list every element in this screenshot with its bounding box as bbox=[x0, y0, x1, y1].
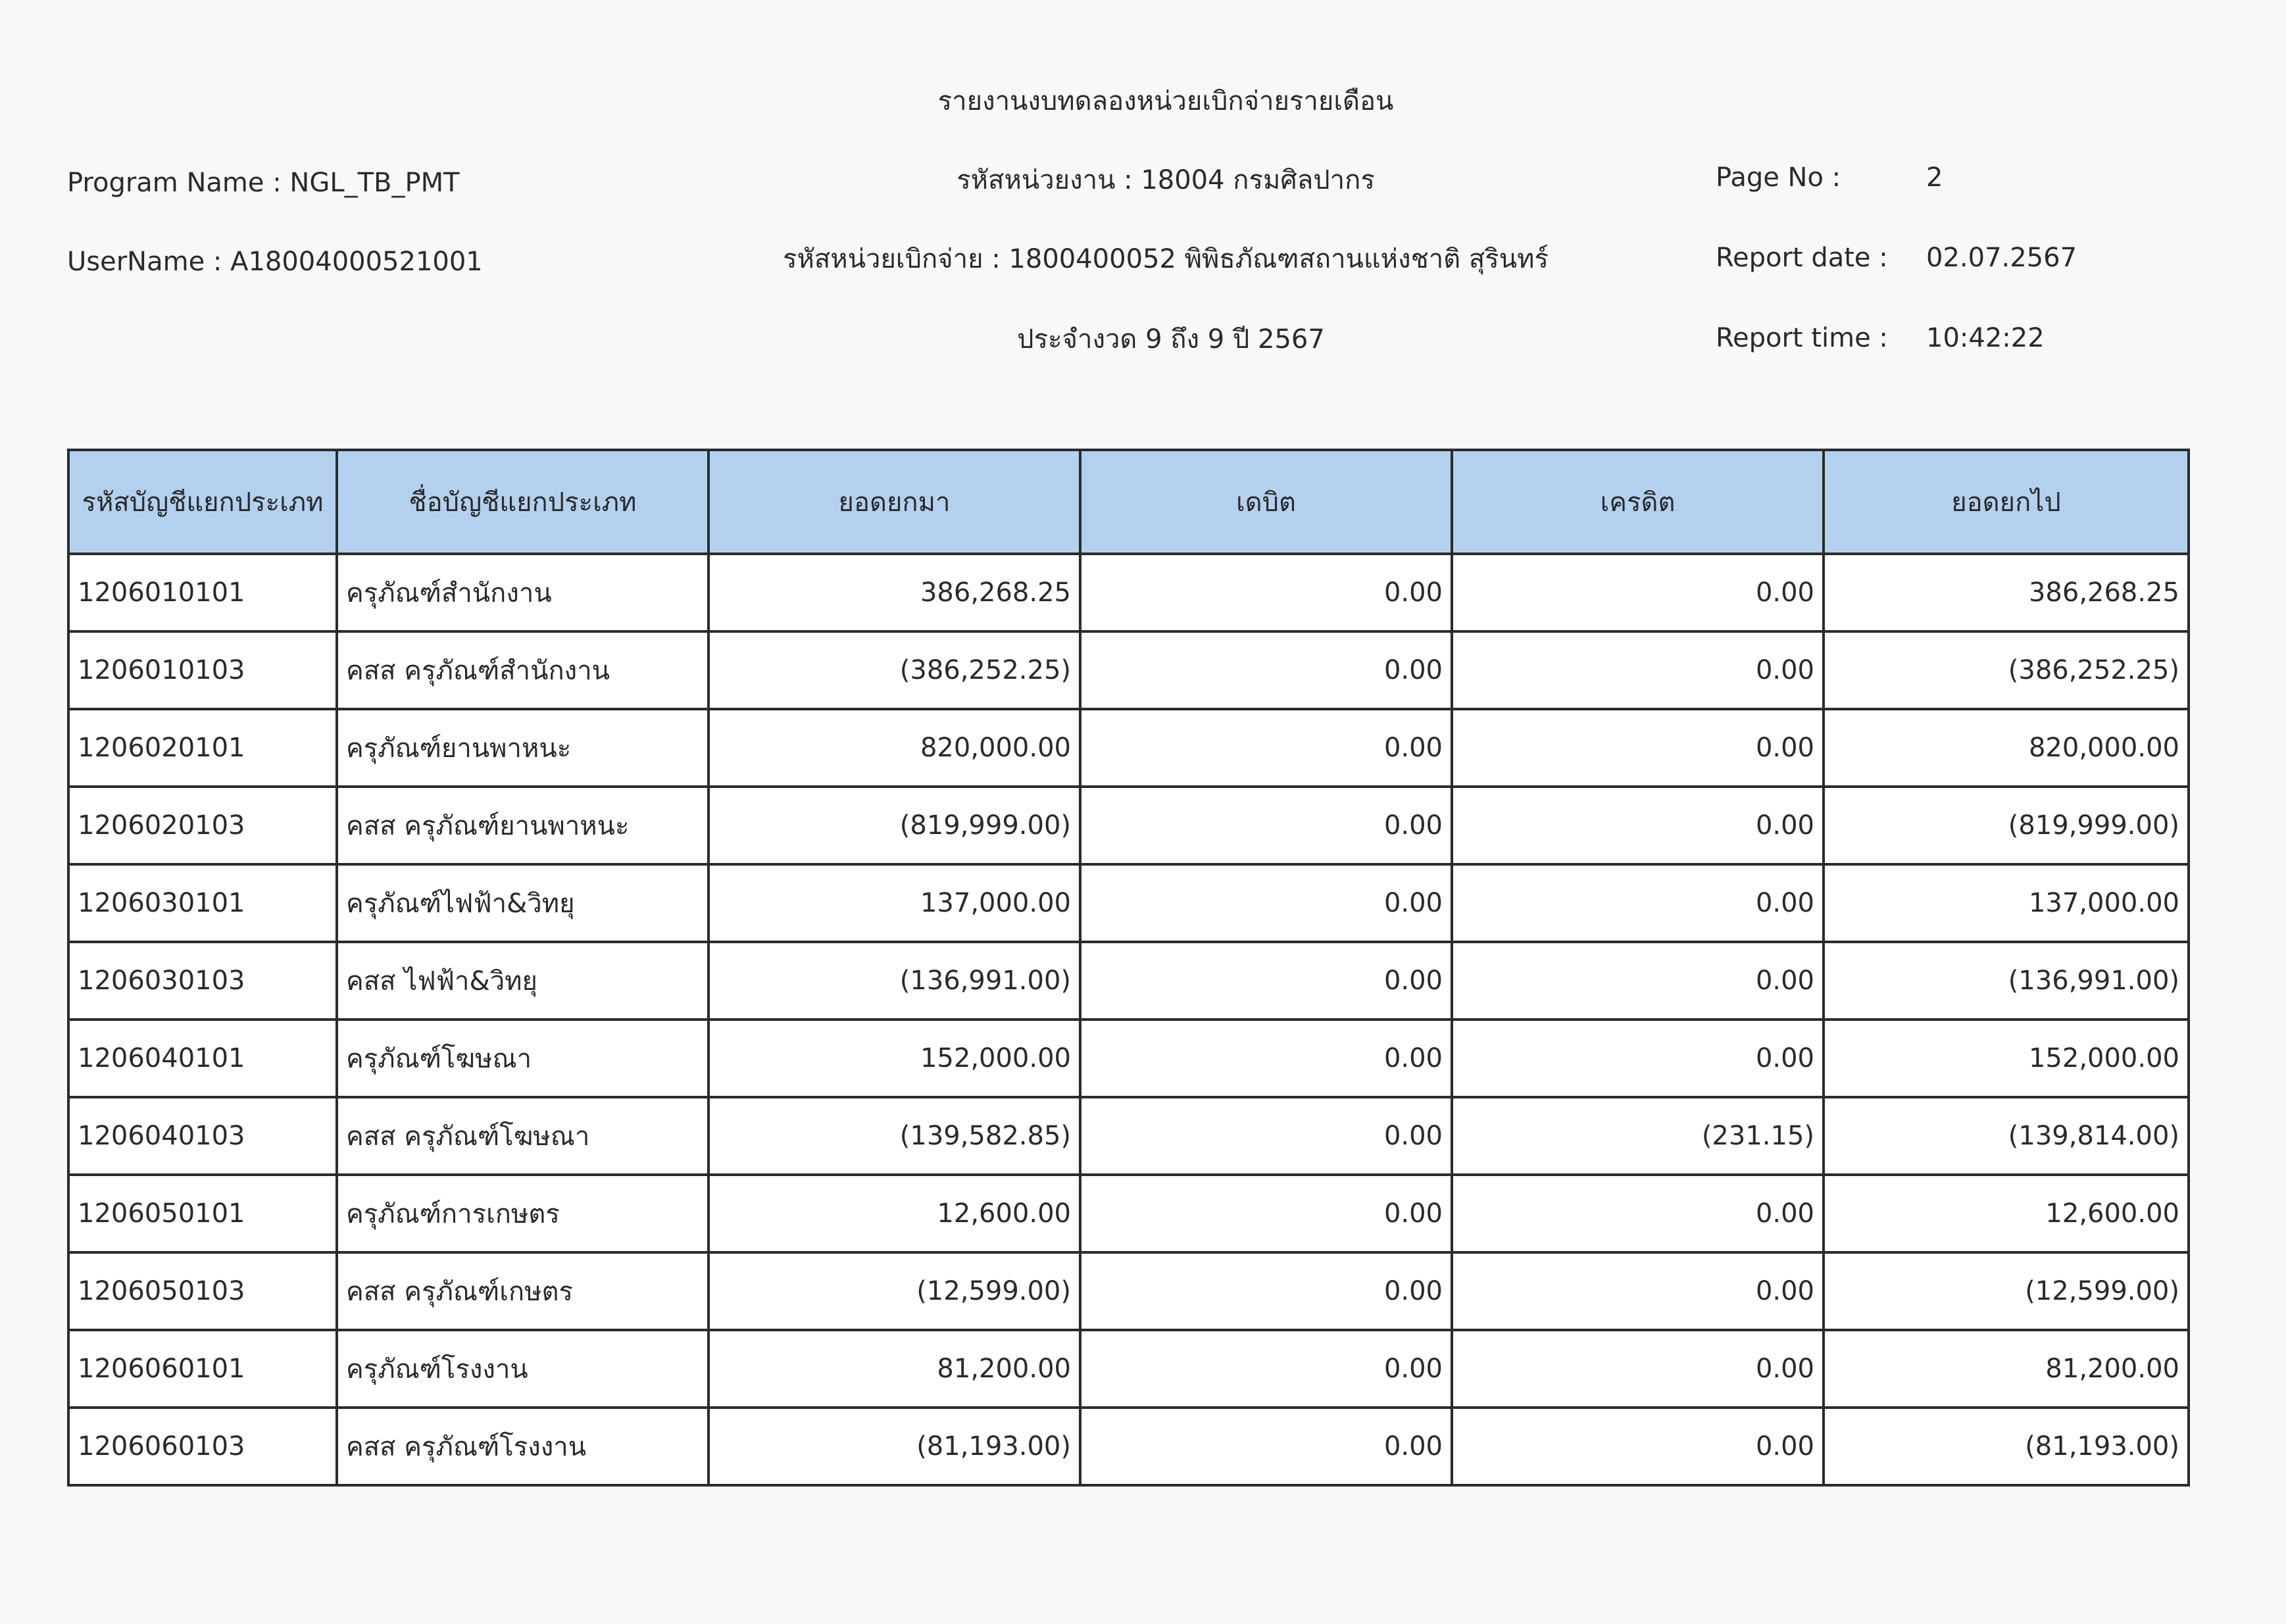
account-name-cell: ครุภัณฑ์ไฟฟ้า&วิทยุ bbox=[337, 864, 708, 942]
credit-cell: 0.00 bbox=[1452, 709, 1824, 787]
trial-balance-table bbox=[67, 449, 2190, 1487]
debit-cell: 0.00 bbox=[1080, 709, 1452, 787]
credit-cell: 0.00 bbox=[1452, 787, 1824, 864]
username: UserName : A18004000521001 bbox=[67, 247, 483, 277]
brought-forward-cell: (386,252.25) bbox=[708, 631, 1080, 709]
table-row bbox=[68, 942, 2189, 1020]
page-no-value: 2 bbox=[1926, 162, 1943, 193]
account-name-cell: คสส ไฟฟ้า&วิทยุ bbox=[337, 942, 708, 1020]
account-name-cell: คสส ครุภัณฑ์โรงงาน bbox=[337, 1408, 708, 1485]
account-name-cell: คสส ครุภัณฑ์เกษตร bbox=[337, 1252, 708, 1330]
table-row bbox=[68, 709, 2189, 787]
account-name-cell: ครุภัณฑ์โฆษณา bbox=[337, 1020, 708, 1097]
debit-cell: 0.00 bbox=[1080, 554, 1452, 631]
table-row bbox=[68, 1408, 2189, 1485]
carried-forward-cell: (386,252.25) bbox=[1824, 631, 2189, 709]
debit-cell: 0.00 bbox=[1080, 942, 1452, 1020]
account-code-cell: 1206040103 bbox=[68, 1097, 337, 1175]
account-name-cell: ครุภัณฑ์โรงงาน bbox=[337, 1330, 708, 1408]
account-code-cell: 1206050101 bbox=[68, 1175, 337, 1252]
account-code-cell: 1206020101 bbox=[68, 709, 337, 787]
brought-forward-cell: 137,000.00 bbox=[708, 864, 1080, 942]
col-header-brought-forward: ยอดยกมา bbox=[708, 450, 1080, 554]
carried-forward-cell: 820,000.00 bbox=[1824, 709, 2189, 787]
carried-forward-cell: (136,991.00) bbox=[1824, 942, 2189, 1020]
debit-cell: 0.00 bbox=[1080, 1408, 1452, 1485]
debit-cell: 0.00 bbox=[1080, 1020, 1452, 1097]
carried-forward-cell: (139,814.00) bbox=[1824, 1097, 2189, 1175]
account-name-cell: ครุภัณฑ์การเกษตร bbox=[337, 1175, 708, 1252]
col-header-debit: เดบิต bbox=[1080, 450, 1452, 554]
credit-cell: 0.00 bbox=[1452, 1408, 1824, 1485]
debit-cell: 0.00 bbox=[1080, 1175, 1452, 1252]
brought-forward-cell: 81,200.00 bbox=[708, 1330, 1080, 1408]
debit-cell: 0.00 bbox=[1080, 1252, 1452, 1330]
carried-forward-cell: 81,200.00 bbox=[1824, 1330, 2189, 1408]
carried-forward-cell: 12,600.00 bbox=[1824, 1175, 2189, 1252]
debit-cell: 0.00 bbox=[1080, 1097, 1452, 1175]
credit-cell: 0.00 bbox=[1452, 1175, 1824, 1252]
account-name-cell: คสส ครุภัณฑ์ยานพาหนะ bbox=[337, 787, 708, 864]
brought-forward-cell: (136,991.00) bbox=[708, 942, 1080, 1020]
brought-forward-cell: 12,600.00 bbox=[708, 1175, 1080, 1252]
table-row bbox=[68, 554, 2189, 631]
credit-cell: 0.00 bbox=[1452, 1020, 1824, 1097]
table-row bbox=[68, 1330, 2189, 1408]
brought-forward-cell: (819,999.00) bbox=[708, 787, 1080, 864]
col-header-carried-forward: ยอดยกไป bbox=[1824, 450, 2189, 554]
table-row bbox=[68, 631, 2189, 709]
carried-forward-cell: (81,193.00) bbox=[1824, 1408, 2189, 1485]
account-code-cell: 1206020103 bbox=[68, 787, 337, 864]
table-row bbox=[68, 1175, 2189, 1252]
carried-forward-cell: 152,000.00 bbox=[1824, 1020, 2189, 1097]
program-name: Program Name : NGL_TB_PMT bbox=[67, 168, 460, 198]
account-name-cell: ครุภัณฑ์ยานพาหนะ bbox=[337, 709, 708, 787]
report-date-label: Report date : bbox=[1716, 243, 1888, 273]
account-name-cell: คสส ครุภัณฑ์สำนักงาน bbox=[337, 631, 708, 709]
table-row bbox=[68, 787, 2189, 864]
credit-cell: 0.00 bbox=[1452, 554, 1824, 631]
table-row bbox=[68, 1097, 2189, 1175]
brought-forward-cell: 820,000.00 bbox=[708, 709, 1080, 787]
debit-cell: 0.00 bbox=[1080, 787, 1452, 864]
brought-forward-cell: (139,582.85) bbox=[708, 1097, 1080, 1175]
carried-forward-cell: (12,599.00) bbox=[1824, 1252, 2189, 1330]
account-code-cell: 1206060101 bbox=[68, 1330, 337, 1408]
col-header-account-name: ชื่อบัญชีแยกประเภท bbox=[337, 450, 708, 554]
report-title: รายงานงบทดลองหน่วยเบิกจ่ายรายเดือน bbox=[937, 86, 1394, 116]
account-code-cell: 1206030101 bbox=[68, 864, 337, 942]
table-row bbox=[68, 864, 2189, 942]
carried-forward-cell: (819,999.00) bbox=[1824, 787, 2189, 864]
agency-line: รหัสหน่วยงาน : 18004 กรมศิลปากร bbox=[957, 165, 1375, 195]
account-name-cell: คสส ครุภัณฑ์โฆษณา bbox=[337, 1097, 708, 1175]
report-time-label: Report time : bbox=[1716, 323, 1888, 353]
account-code-cell: 1206010101 bbox=[68, 554, 337, 631]
page-no-label: Page No : bbox=[1716, 162, 1841, 193]
disbursing-unit-line: รหัสหน่วยเบิกจ่าย : 1800400052 พิพิธภัณฑสถานแห่งชาติ สุรินทร์ bbox=[783, 244, 1549, 274]
credit-cell: 0.00 bbox=[1452, 1330, 1824, 1408]
col-header-account-code: รหัสบัญชีแยกประเภท bbox=[68, 450, 337, 554]
brought-forward-cell: 386,268.25 bbox=[708, 554, 1080, 631]
credit-cell: 0.00 bbox=[1452, 942, 1824, 1020]
table-header-row bbox=[68, 450, 2189, 554]
account-name-cell: ครุภัณฑ์สำนักงาน bbox=[337, 554, 708, 631]
carried-forward-cell: 137,000.00 bbox=[1824, 864, 2189, 942]
brought-forward-cell: (12,599.00) bbox=[708, 1252, 1080, 1330]
brought-forward-cell: 152,000.00 bbox=[708, 1020, 1080, 1097]
carried-forward-cell: 386,268.25 bbox=[1824, 554, 2189, 631]
debit-cell: 0.00 bbox=[1080, 631, 1452, 709]
account-code-cell: 1206050103 bbox=[68, 1252, 337, 1330]
credit-cell: 0.00 bbox=[1452, 1252, 1824, 1330]
debit-cell: 0.00 bbox=[1080, 1330, 1452, 1408]
period-line: ประจำงวด 9 ถึง 9 ปี 2567 bbox=[1017, 324, 1325, 355]
table-body bbox=[68, 554, 2189, 1485]
account-code-cell: 1206010103 bbox=[68, 631, 337, 709]
account-code-cell: 1206040101 bbox=[68, 1020, 337, 1097]
credit-cell: (231.15) bbox=[1452, 1097, 1824, 1175]
col-header-credit: เครดิต bbox=[1452, 450, 1824, 554]
table-row bbox=[68, 1020, 2189, 1097]
brought-forward-cell: (81,193.00) bbox=[708, 1408, 1080, 1485]
credit-cell: 0.00 bbox=[1452, 631, 1824, 709]
account-code-cell: 1206060103 bbox=[68, 1408, 337, 1485]
credit-cell: 0.00 bbox=[1452, 864, 1824, 942]
report-date-value: 02.07.2567 bbox=[1926, 243, 2077, 273]
account-code-cell: 1206030103 bbox=[68, 942, 337, 1020]
table-row bbox=[68, 1252, 2189, 1330]
report-time-value: 10:42:22 bbox=[1926, 323, 2045, 353]
debit-cell: 0.00 bbox=[1080, 864, 1452, 942]
